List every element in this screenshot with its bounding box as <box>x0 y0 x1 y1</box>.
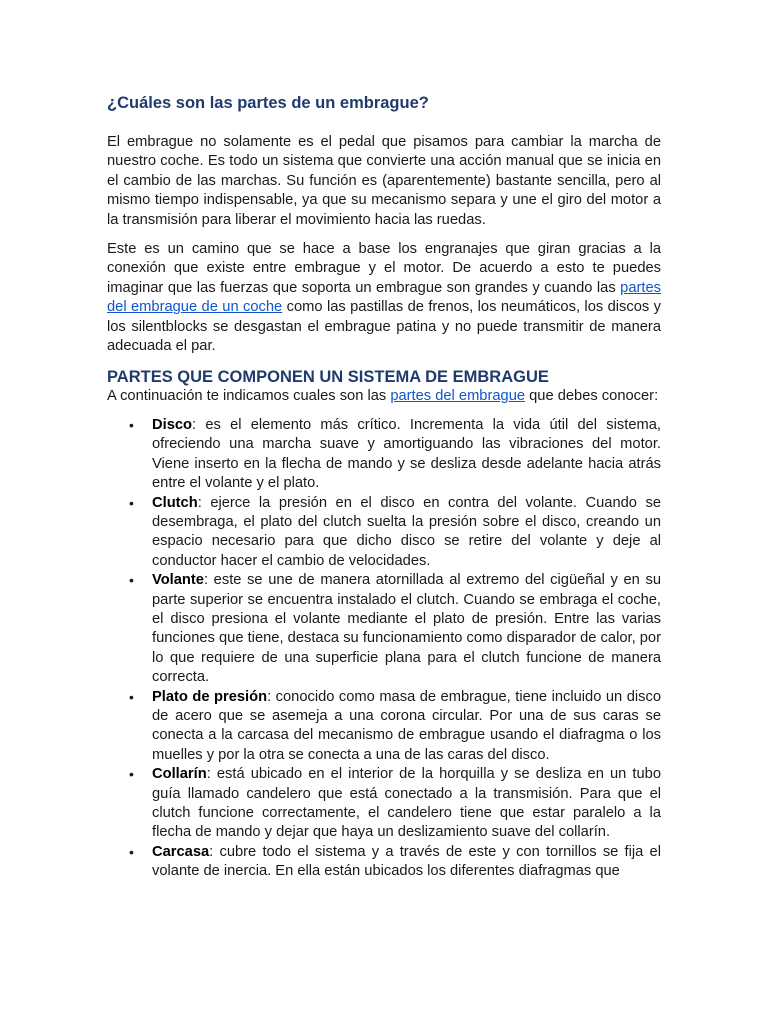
bullet-icon: • <box>129 843 134 860</box>
section-intro <box>107 387 661 406</box>
bullet-icon: • <box>129 416 134 433</box>
part-description: : está ubicado en el interior de la horquilla y se desliza en un tubo guía llamado candelero que está conectado a la transmisión. Para que el clutch funcione correctamente, el candelero tiene que estar paralelo a la flecha de mando y dejar que haya un deslizamiento suave del collarín. <box>152 766 661 841</box>
second-paragraph-text-start: Este es un camino que se hace a base los engranajes que giran gracias a la conexión que existe entre embrague y el motor. De acuerdo a esto te puedes imaginar que las fuerzas que soporta un embrague son grandes y cuando las <box>107 241 661 296</box>
document-page <box>107 92 661 882</box>
list-item-volante <box>107 571 661 687</box>
bullet-icon: • <box>129 688 134 705</box>
section-intro-text-start: A continuación te indicamos cuales son las <box>107 388 391 405</box>
list-item-carcasa <box>107 843 661 882</box>
section-intro-text-end: que debes conocer: <box>525 388 659 405</box>
page-title: ¿Cuáles son las partes de un embrague? <box>107 94 429 112</box>
part-term: Collarín <box>152 766 207 783</box>
bullet-icon: • <box>129 494 134 511</box>
parts-list <box>107 416 661 882</box>
part-term: Clutch <box>152 494 198 511</box>
part-term: Volante <box>152 572 204 589</box>
second-paragraph-text-end: como las pastillas de frenos, los neumáticos, los discos y los silentblocks se desgastan el embrague patina y no puede transmitir de manera adecuada el par. <box>107 299 661 355</box>
list-item-disco <box>107 416 661 494</box>
part-term: Carcasa <box>152 843 210 860</box>
list-item-collarin <box>107 765 661 843</box>
bullet-icon: • <box>129 572 134 589</box>
part-term: Disco <box>152 416 192 433</box>
part-description: : conocido como masa de embrague, tiene incluido un disco de acero que se asemeja a una corona circular. Por una de sus caras se conecta a la carcasa del mecanismo de embrague usando el diafragma o los muelles y por la otra se conecta a una de las caras del disco. <box>152 688 661 763</box>
section-heading: PARTES QUE COMPONEN UN SISTEMA DE EMBRAGUE <box>107 368 549 387</box>
part-description: : cubre todo el sistema y a través de este y con tornillos se fija el volante de inercia. En ella están ubicados los diferentes diafragmas que <box>152 843 661 880</box>
intro-paragraph: El embrague no solamente es el pedal que pisamos para cambiar la marcha de nuestro coche. Es todo un sistema que convierte una acción manual que se inicia en el cambio de las marchas. Su función es (aparentemente) bastante sencilla, pero al mismo tiempo indispensable, ya que su mecanismo separa y une el giro del motor a la transmisión para liberar el movimiento hacia las ruedas. <box>107 134 661 228</box>
part-term: Plato de presión <box>152 688 268 705</box>
part-description: : ejerce la presión en el disco en contra del volante. Cuando se desembraga, el plato del clutch suelta la presión sobre el disco, creando un espacio necesario para que dicho disco se retire del volante y deje al conductor hacer el cambio de velocidades. <box>152 494 661 569</box>
part-description: : es el elemento más crítico. Incrementa la vida útil del sistema, ofreciendo una marcha suave y amortiguando las vibraciones del motor. Viene inserto en la flecha de mando y se desliza desde adelante hacia atrás entre el volante y el plato. <box>152 416 661 492</box>
list-item-clutch <box>107 494 661 572</box>
clutch-parts-link[interactable]: partes del embrague de un coche <box>107 279 661 316</box>
list-item-plato-de-presion <box>107 688 661 766</box>
part-description: : este se une de manera atornillada al extremo del cigüeñal y en su parte superior se encuentra instalado el clutch. Cuando se embraga el coche, el disco presiona el volante mediante el plato de presión. Entre las varias funciones que tiene, destaca su funcionamiento como disparador de calor, por lo que requiere de una superficie plana para el clutch funcione de manera correcta. <box>152 572 661 686</box>
bullet-icon: • <box>129 766 134 783</box>
clutch-parts-short-link[interactable]: partes del embrague <box>390 388 526 405</box>
second-paragraph <box>107 240 661 356</box>
